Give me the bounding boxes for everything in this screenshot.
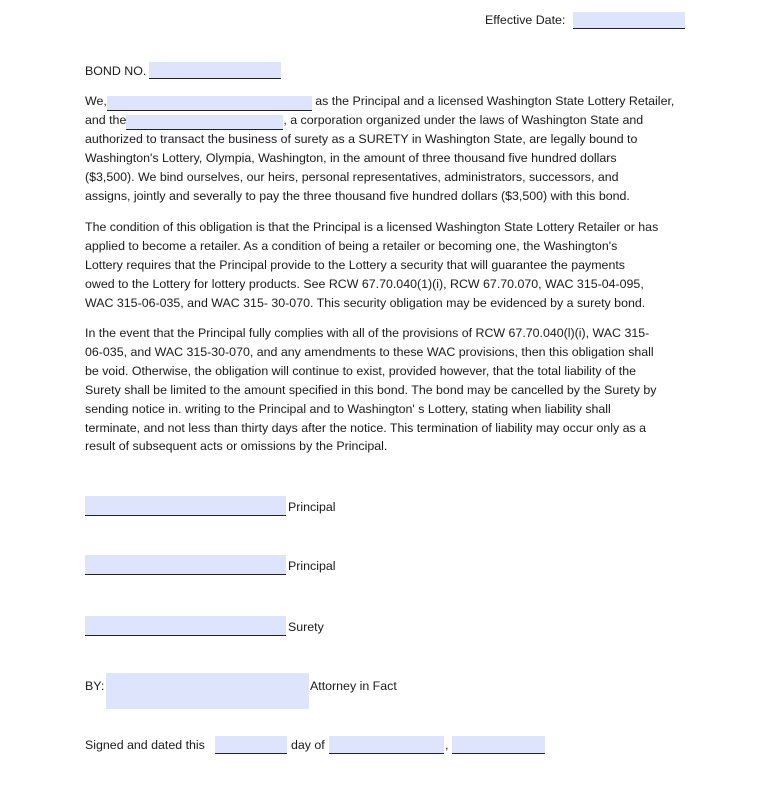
signed-year-field[interactable] <box>452 736 545 754</box>
paragraph-3-line: terminate, and not less than thirty days after the notice. This termination of liability may occur only as a <box>85 420 647 435</box>
bond-no-label: BOND NO. <box>85 64 147 78</box>
attorney-name-field[interactable] <box>106 694 309 709</box>
paragraph-2 <box>85 218 705 313</box>
paragraph-1-line: assigns, jointly and severally to pay the three thousand five hundred dollars ($3,500) with this bond. <box>85 188 630 203</box>
day-of-label: day of <box>291 738 325 752</box>
surety-name-field[interactable] <box>126 115 283 130</box>
principal-signature-field-1[interactable] <box>85 496 286 516</box>
attorney-signature-field[interactable] <box>106 673 309 695</box>
bond-no-field[interactable] <box>149 62 281 79</box>
paragraph-3-line: 06-035, and WAC 315-30-070, and any amendments to these WAC provisions, then this obligation shall <box>85 344 654 359</box>
effective-date-label: Effective Date: <box>485 13 566 27</box>
signed-day-field[interactable] <box>215 736 287 754</box>
paragraph-2-line: owed to the Lottery for lottery products. See RCW 67.70.040(1)(i), RCW 67.70.070, WAC 315-04-095, <box>85 276 644 291</box>
principal-signature-field-2[interactable] <box>85 555 286 575</box>
surety-label: Surety <box>288 620 324 634</box>
principal-name-field[interactable] <box>107 96 312 111</box>
surety-signature-field[interactable] <box>85 616 286 636</box>
signed-dated-label: Signed and dated this <box>85 738 205 752</box>
we-label: We, <box>85 94 107 108</box>
paragraph-2-line: The condition of this obligation is that the Principal is a licensed Washington State Lottery Retailer or has <box>85 220 659 234</box>
corporation-text: , a corporation organized under the laws of Washington State and <box>283 112 644 127</box>
principal-label-1: Principal <box>288 500 336 514</box>
paragraph-2-line: Lottery requires that the Principal provide to the Lottery a security that will guarantee the payments <box>85 257 625 272</box>
paragraph-1-line: authorized to transact the business of surety as a SURETY in Washington State, are legally bound to <box>85 131 638 146</box>
by-label: BY: <box>85 679 105 693</box>
paragraph-3-line: sending notice in. writing to the Principal and to Washington' s Lottery, stating when liability shall <box>85 401 611 416</box>
principal-label-2: Principal <box>288 559 336 573</box>
attorney-label: Attorney in Fact <box>310 679 397 693</box>
principal-text: as the Principal and a licensed Washington State Lottery Retailer, <box>315 94 675 108</box>
paragraph-1-line: ($3,500). We bind ourselves, our heirs, personal representatives, administrators, successors, and <box>85 169 619 184</box>
paragraph-3-line: Surety shall be limited to the amount specified in this bond. The bond may be cancelled by the Surety by <box>85 382 657 397</box>
and-the-label: and the <box>85 112 127 127</box>
paragraph-1 <box>85 92 705 205</box>
paragraph-3-line: result of subsequent acts or omissions by the Principal. <box>85 439 388 454</box>
paragraph-2-line: WAC 315-06-035, and WAC 315- 30-070. This security obligation may be evidenced by a surety bond. <box>85 295 646 310</box>
paragraph-3 <box>85 324 705 456</box>
paragraph-2-line: applied to become a retailer. As a condition of being a retailer or becoming one, the Washington's <box>85 238 618 253</box>
paragraph-3-line: be void. Otherwise, the obligation will continue to exist, provided however, that the total liability of the <box>85 363 637 378</box>
paragraph-3-line: In the event that the Principal fully complies with all of the provisions of RCW 67.70.040(l)(i), WAC 315- <box>85 326 650 340</box>
paragraph-1-line: Washington's Lottery, Olympia, Washington, in the amount of three thousand five hundred dollars <box>85 150 617 165</box>
comma-separator: , <box>445 738 449 752</box>
effective-date-field[interactable] <box>573 12 685 29</box>
signed-month-field[interactable] <box>329 736 444 754</box>
